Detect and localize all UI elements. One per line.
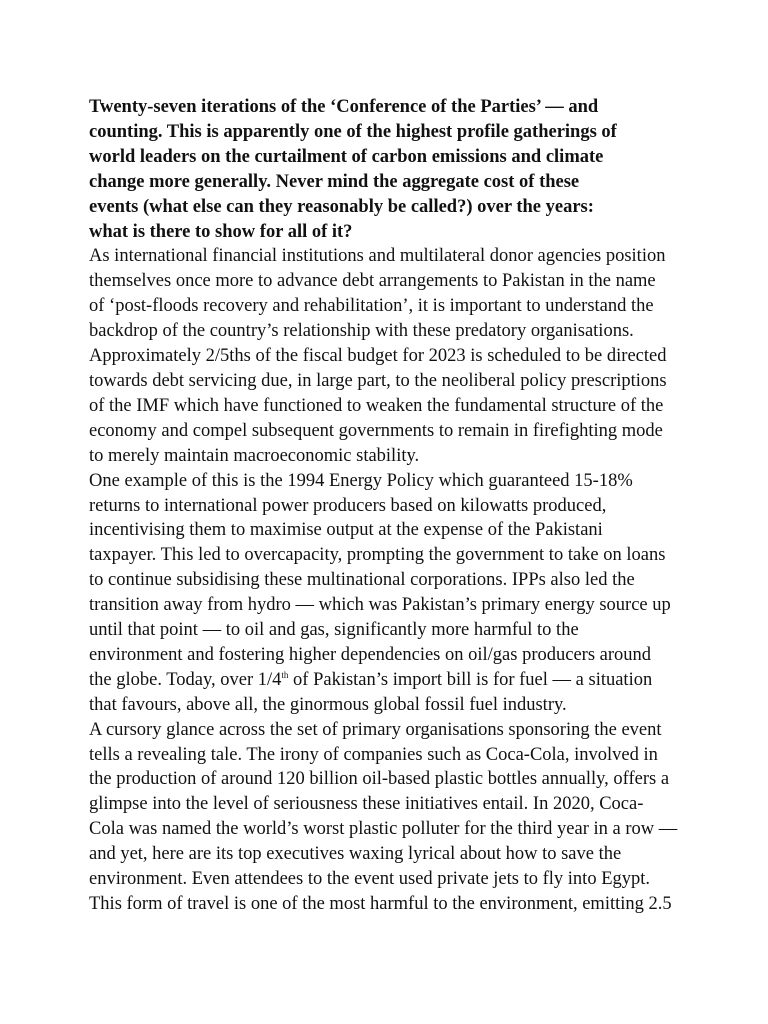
paragraph-debt bbox=[89, 244, 709, 468]
text-line: counting. This is apparently one of the highest profile gatherings of bbox=[89, 121, 617, 142]
text-line: to continue subsidising these multinational corporations. IPPs also led the bbox=[89, 570, 635, 591]
text-line bbox=[89, 668, 709, 693]
text-line: Twenty-seven iterations of the ‘Conference of the Parties’ — and bbox=[89, 97, 599, 117]
text-line: taxpayer. This led to overcapacity, prompting the government to take on loans bbox=[89, 545, 666, 566]
text-line: As international financial institutions and multilateral donor agencies position bbox=[89, 246, 666, 267]
text-line: world leaders on the curtailment of carbon emissions and climate bbox=[89, 146, 604, 167]
text-line: themselves once more to advance debt arrangements to Pakistan in the name bbox=[89, 271, 656, 292]
text-line: This form of travel is one of the most harmful to the environment, emitting 2.5 bbox=[89, 894, 672, 914]
text-line: economy and compel subsequent governments to remain in firefighting mode bbox=[89, 420, 663, 441]
intro-paragraph bbox=[89, 95, 709, 244]
text-line: what is there to show for all of it? bbox=[89, 221, 353, 242]
text-line: of ‘post-floods recovery and rehabilitation’, it is important to understand the bbox=[89, 296, 654, 317]
text-line: to merely maintain macroeconomic stability. bbox=[89, 445, 420, 466]
text-line: returns to international power producers based on kilowatts produced, bbox=[89, 495, 607, 516]
text-line: that favours, above all, the ginormous global fossil fuel industry. bbox=[89, 694, 567, 715]
text-line: One example of this is the 1994 Energy Policy which guaranteed 15-18% bbox=[89, 470, 633, 491]
text-line: towards debt servicing due, in large part, to the neoliberal policy prescriptions bbox=[89, 370, 667, 391]
paragraph-energy-policy bbox=[89, 469, 709, 718]
text-span: the globe. Today, over 1/4 bbox=[89, 669, 282, 690]
text-line: environment. Even attendees to the event used private jets to fly into Egypt. bbox=[89, 869, 651, 890]
superscript: th bbox=[281, 669, 289, 680]
text-line: A cursory glance across the set of primary organisations sponsoring the event bbox=[89, 719, 662, 740]
paragraph-sponsors bbox=[89, 718, 709, 917]
text-line: Cola was named the world’s worst plastic polluter for the third year in a row — bbox=[89, 819, 678, 840]
text-line: of the IMF which have functioned to weaken the fundamental structure of the bbox=[89, 395, 664, 416]
text-line: tells a revealing tale. The irony of companies such as Coca-Cola, involved in bbox=[89, 744, 658, 765]
text-line: backdrop of the country’s relationship with these predatory organisations. bbox=[89, 321, 634, 342]
text-line: environment and fostering higher dependencies on oil/gas producers around bbox=[89, 644, 652, 665]
text-line: events (what else can they reasonably be called?) over the years: bbox=[89, 196, 594, 217]
text-line: the production of around 120 billion oil-based plastic bottles annually, offers a bbox=[89, 769, 670, 790]
text-line: incentivising them to maximise output at the expense of the Pakistani bbox=[89, 520, 603, 541]
text-span: of Pakistan’s import bill is for fuel — a situation bbox=[288, 669, 653, 690]
document-body bbox=[89, 95, 709, 917]
text-line: glimpse into the level of seriousness these initiatives entail. In 2020, Coca- bbox=[89, 794, 644, 815]
text-line: and yet, here are its top executives waxing lyrical about how to save the bbox=[89, 844, 622, 865]
text-line: change more generally. Never mind the aggregate cost of these bbox=[89, 171, 580, 192]
text-line: Approximately 2/5ths of the fiscal budget for 2023 is scheduled to be directed bbox=[89, 346, 667, 367]
text-line: transition away from hydro — which was Pakistan’s primary energy source up bbox=[89, 595, 671, 616]
text-line: until that point — to oil and gas, significantly more harmful to the bbox=[89, 620, 579, 641]
